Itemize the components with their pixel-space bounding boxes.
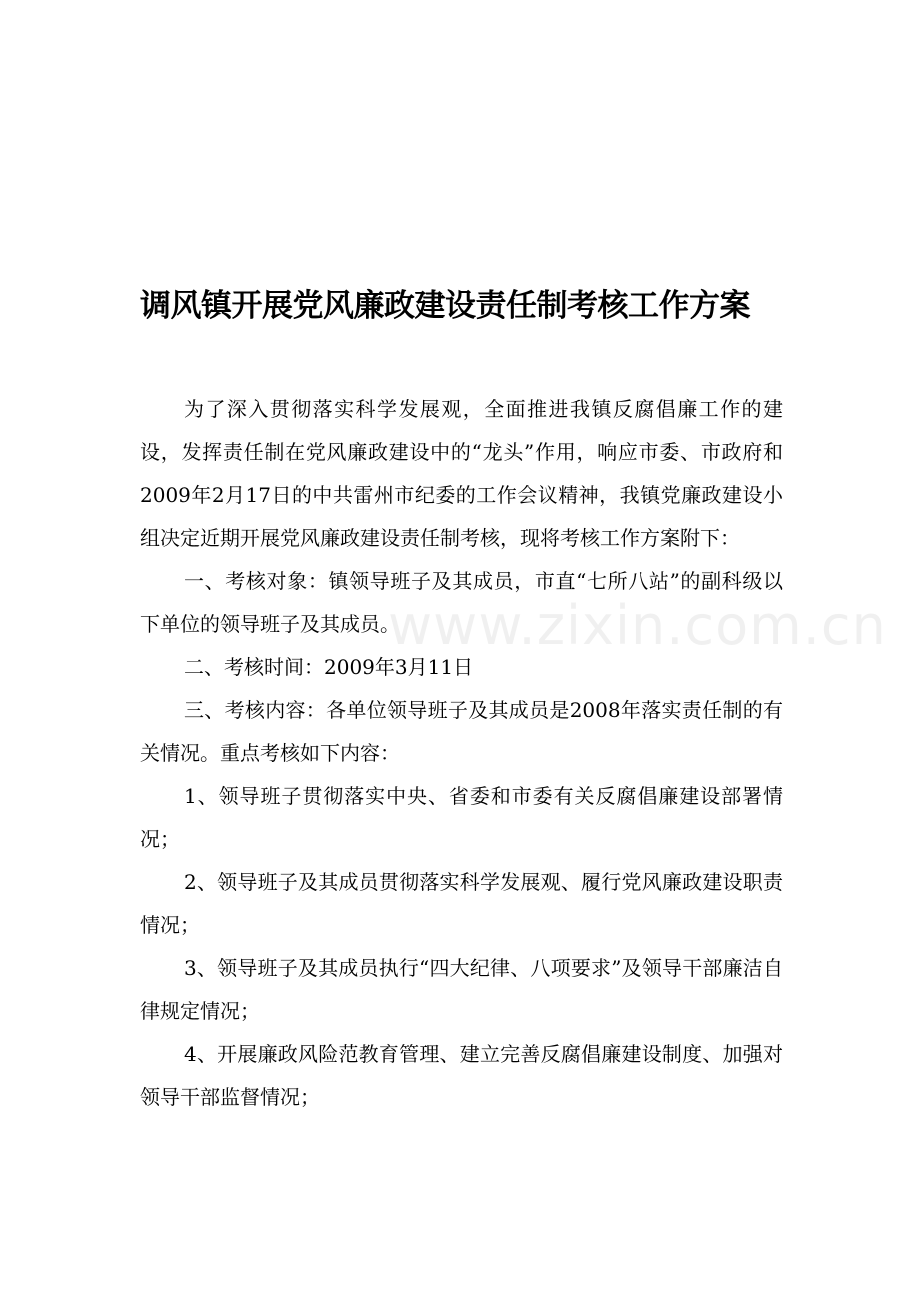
paragraph-intro: 为了深入贯彻落实科学发展观，全面推进我镇反腐倡廉工作的建设，发挥责任制在党风廉政建设中的“龙头”作用，响应市委、市政府和2009年2月17日的中共雷州市纪委的工作会议精神，我镇党廉政建设小组决定近期开展党风廉政建设责任制考核，现将考核工作方案附下： — [140, 397, 783, 550]
list-item-3: 3、领导班子及其成员执行“四大纪律、八项要求”及领导干部廉洁自律规定情况； — [140, 956, 783, 1023]
paragraph-assessment-time: 二、考核时间：2009年3月11日 — [184, 655, 474, 679]
list-item-4: 4、开展廉政风险范教育管理、建立完善反腐倡廉建设制度、加强对领导干部监督情况； — [140, 1042, 783, 1109]
paragraph-assessment-content: 三、考核内容：各单位领导班子及其成员是2008年落实责任制的有关情况。重点考核如下内容： — [140, 698, 783, 765]
watermark: www.zixin.com.cn — [388, 594, 887, 657]
list-item-1: 1、领导班子贯彻落实中央、省委和市委有关反腐倡廉建设部署情况； — [140, 784, 783, 851]
list-item-2: 2、领导班子及其成员贯彻落实科学发展观、履行党风廉政建设职责情况； — [140, 870, 783, 937]
document-body — [140, 388, 783, 1119]
paragraph-assessment-target: 一、考核对象：镇领导班子及其成员，市直“七所八站”的副科级以下单位的领导班子及其成员。 — [140, 569, 783, 636]
document-title: 调风镇开展党风廉政建设责任制考核工作方案 — [140, 288, 750, 324]
